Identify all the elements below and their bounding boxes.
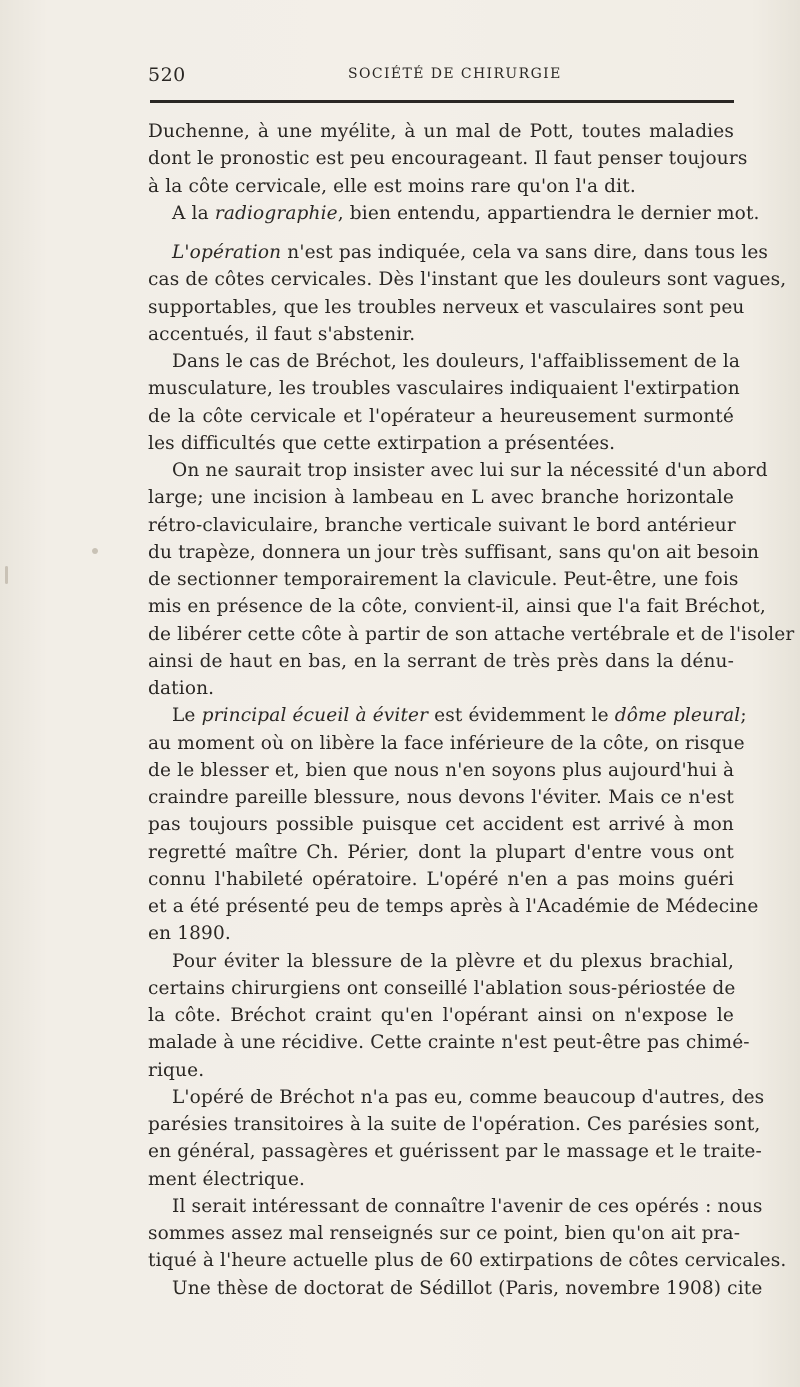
- italic-term: L'opération: [172, 242, 282, 263]
- text-line: [148, 239, 769, 266]
- text-line: connu l'habileté opératoire. L'opéré n'en a pas moins guéri: [148, 868, 734, 890]
- text-line: Une thèse de doctorat de Sédillot (Paris, novembre 1908) cite: [172, 1277, 763, 1299]
- text-line: rétro-claviculaire, branche verticale suivant le bord antérieur: [148, 514, 736, 536]
- paragraph-8: [148, 1084, 765, 1193]
- paper-speck: [92, 548, 98, 554]
- page-number: 520: [148, 64, 186, 86]
- text-line: au moment où on libère la face inférieure de la côte, on risque: [148, 732, 745, 754]
- text-line: de le blesser et, bien que nous n'en soyons plus aujourd'hui à: [148, 759, 735, 781]
- paragraph-9: [148, 1193, 787, 1275]
- text-line: et a été présenté peu de temps après à l'Académie de Médecine: [148, 896, 759, 917]
- text-line: les difficultés que cette extirpation a présentées.: [148, 432, 616, 454]
- text-line: On ne saurait trop insister avec lui sur la nécessité d'un abord: [172, 460, 768, 481]
- text-line: à la côte cervicale, elle est moins rare qu'on l'a dit.: [148, 175, 636, 197]
- text-line: de libérer cette côte à partir de son attache vertébrale et de l'isoler: [148, 623, 795, 645]
- text-line: Duchenne, à une myélite, à un mal de Pott, toutes maladies: [148, 121, 734, 142]
- text-line: Pour éviter la blessure de la plèvre et du plexus brachial,: [172, 950, 734, 972]
- paper-speck: [5, 566, 8, 584]
- header-rule: [150, 100, 734, 103]
- body-text: [148, 118, 795, 1302]
- text-segment: n'est pas indiquée, cela va sans dire, dans tous les: [281, 242, 769, 263]
- text-segment: est évidemment le: [428, 705, 615, 727]
- text-line: Il serait intéressant de connaître l'avenir de ces opérés : nous: [172, 1195, 763, 1217]
- text-line: ainsi de haut en bas, en la serrant de très près dans la dénu-: [148, 650, 734, 672]
- page-header: [148, 64, 734, 88]
- text-line: dation.: [148, 678, 215, 699]
- text-line: rique.: [148, 1059, 205, 1081]
- text-segment: A la: [172, 202, 215, 224]
- text-line: L'opéré de Bréchot n'a pas eu, comme beaucoup d'autres, des: [172, 1086, 765, 1108]
- text-line: en 1890.: [148, 923, 231, 945]
- text-line: parésies transitoires à la suite de l'opération. Ces parésies sont,: [148, 1114, 761, 1135]
- running-title: SOCIÉTÉ DE CHIRURGIE: [348, 66, 562, 82]
- paragraph-5: [148, 457, 795, 702]
- text-line: ment électrique.: [148, 1168, 306, 1190]
- text-line: craindre pareille blessure, nous devons l'éviter. Mais ce n'est: [148, 787, 734, 808]
- text-line: accentués, il faut s'abstenir.: [148, 323, 416, 345]
- text-segment: , bien entendu, appartiendra le dernier mot.: [337, 202, 760, 224]
- text-line: regretté maître Ch. Périer, dont la plupart d'entre vous ont: [148, 841, 734, 863]
- paragraph-2: [148, 200, 760, 227]
- paragraph-3: [148, 239, 787, 348]
- italic-term: dôme pleural: [614, 705, 741, 727]
- text-line: [148, 702, 747, 729]
- text-segment: Le: [172, 705, 202, 727]
- text-line: cas de côtes cervicales. Dès l'instant que les douleurs sont vagues,: [148, 269, 787, 291]
- text-line: [148, 200, 760, 227]
- text-line: la côte. Bréchot craint qu'en l'opérant ainsi on n'expose le: [148, 1005, 734, 1026]
- text-line: pas toujours possible puisque cet accident est arrivé à mon: [148, 814, 734, 836]
- paragraph-4: [148, 348, 741, 457]
- text-line: mis en présence de la côte, convient-il, ainsi que l'a fait Bréchot,: [148, 596, 766, 618]
- text-line: large; une incision à lambeau en L avec branche horizontale: [148, 487, 734, 509]
- text-line: de la côte cervicale et l'opérateur a heureusement surmonté: [148, 405, 734, 427]
- text-line: en général, passagères et guérissent par le massage et le traite-: [148, 1141, 762, 1163]
- text-line: malade à une récidive. Cette crainte n'est peut-être pas chimé-: [148, 1032, 750, 1054]
- text-line: sommes assez mal renseignés sur ce point, bien qu'on ait pra-: [148, 1223, 741, 1244]
- text-line: dont le pronostic est peu encourageant. Il faut penser toujours: [148, 148, 748, 170]
- text-line: supportables, que les troubles nerveux et vasculaires sont peu: [148, 296, 745, 318]
- paragraph-7: [148, 948, 750, 1084]
- text-line: du trapèze, donnera un jour très suffisant, sans qu'on ait besoin: [148, 541, 760, 563]
- paragraph-10: [148, 1275, 763, 1302]
- italic-term: radiographie: [214, 202, 338, 224]
- text-segment: ;: [740, 705, 747, 727]
- text-line: Dans le cas de Bréchot, les douleurs, l'affaiblissement de la: [172, 351, 741, 372]
- italic-term: principal écueil à éviter: [201, 705, 429, 727]
- text-line: certains chirurgiens ont conseillé l'ablation sous-périostée de: [148, 977, 736, 999]
- paragraph-6: [148, 702, 759, 947]
- paragraph-1: [148, 118, 748, 200]
- paragraph-gap: [148, 227, 734, 239]
- text-line: musculature, les troubles vasculaires indiquaient l'extirpation: [148, 378, 740, 400]
- text-line: tiqué à l'heure actuelle plus de 60 extirpations de côtes cervicales.: [148, 1250, 787, 1272]
- text-line: de sectionner temporairement la clavicule. Peut-être, une fois: [148, 569, 739, 590]
